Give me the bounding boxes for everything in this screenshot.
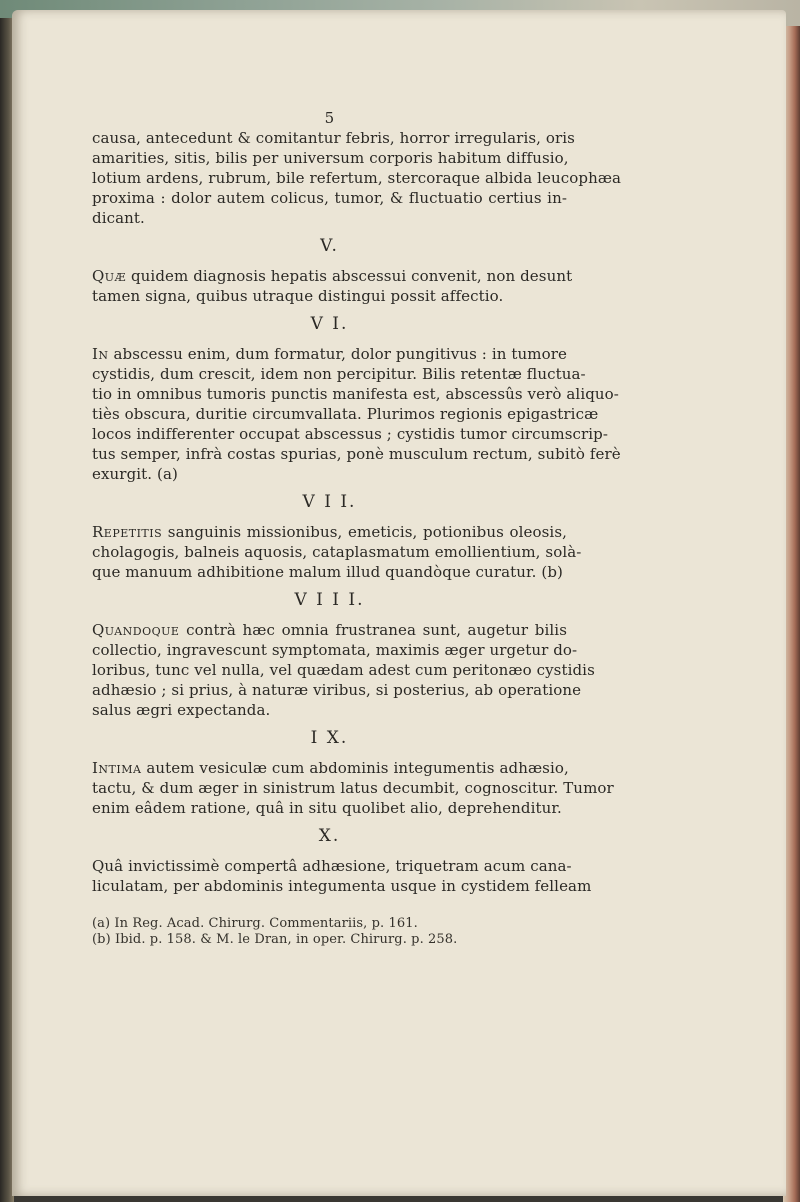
text-span: abscessu enim, dum formatur, dolor pungitivus : in tumore (113, 345, 567, 363)
text-line (92, 758, 567, 778)
text-span: quidem diagnosis hepatis abscessui convenit, non desunt (130, 267, 573, 285)
text-line: liculatam, per abdominis integumenta usque in cystidem felleam (92, 877, 592, 895)
text-line (92, 522, 567, 542)
lead-word: Intima (92, 759, 142, 777)
text-line (92, 344, 567, 364)
section-x-paragraph (92, 856, 592, 896)
text-line: tio in omnibus tumoris punctis manifesta est, abscessûs verò aliquo- (92, 385, 619, 403)
text-line: cystidis, dum crescit, idem non percipitur. Bilis retentæ fluctua- (92, 365, 586, 383)
footnotes (92, 916, 567, 948)
section-heading-ix: I X. (310, 728, 349, 748)
text-line: causa, antecedunt & comitantur febris, horror irregularis, oris (92, 129, 575, 147)
text-line: lotium ardens, rubrum, bile refertum, stercoraque albida leucophæa (92, 169, 622, 187)
section-viii-paragraph (92, 620, 595, 720)
text-span: sanguinis missionibus, emeticis, potionibus oleosis, (167, 523, 567, 541)
page-text-block (92, 108, 622, 948)
text-span: contrà hæc omnia frustranea sunt, augetur bilis (186, 621, 567, 639)
text-line: collectio, ingravescunt symptomata, maximis æger urgetur do- (92, 641, 578, 659)
text-line: locos indifferenter occupat abscessus ; cystidis tumor circumscrip- (92, 425, 609, 443)
text-line: tus semper, infrà costas spurias, ponè musculum rectum, subitò ferè (92, 445, 621, 463)
section-heading-v: V. (320, 236, 339, 256)
lead-word: Quæ (92, 267, 127, 285)
section-heading-vii: V I I. (302, 492, 357, 512)
text-line: Quâ invictissimè compertâ adhæsione, triquetram acum cana- (92, 857, 572, 875)
text-line (92, 266, 573, 286)
section-ix-paragraph (92, 758, 614, 818)
section-vii-paragraph (92, 522, 582, 582)
text-line (92, 620, 567, 640)
footnote: (b) Ibid. p. 158. & M. le Dran, in oper. Chirurg. p. 258. (92, 932, 458, 947)
book-page (12, 10, 786, 1196)
lead-word: In (92, 345, 109, 363)
text-line: adhæsio ; si prius, à naturæ viribus, si posterius, ab operatione (92, 681, 582, 699)
text-line: tactu, & dum æger in sinistrum latus decumbit, cognoscitur. Tumor (92, 779, 614, 797)
text-line: enim eâdem ratione, quâ in situ quolibet alio, deprehenditur. (92, 799, 562, 817)
section-heading-viii: V I I I. (294, 590, 365, 610)
intro-paragraph (92, 128, 622, 228)
text-line: loribus, tunc vel nulla, vel quædam adest cum peritonæo cystidis (92, 661, 595, 679)
lead-word: Repetitis (92, 523, 163, 541)
section-heading-vi: V I. (310, 314, 349, 334)
lead-word: Quandoque (92, 621, 180, 639)
section-vi-paragraph (92, 344, 621, 484)
text-line: proxima : dolor autem colicus, tumor, & fluctuatio certius in- (92, 189, 567, 207)
text-line: salus ægri expectanda. (92, 701, 271, 719)
text-line: cholagogis, balneis aquosis, cataplasmatum emollientium, solà- (92, 543, 582, 561)
text-line: exurgit. (a) (92, 465, 178, 483)
text-line: amarities, sitis, bilis per universum corporis habitum diffusio, (92, 149, 569, 167)
page-number: 5 (324, 109, 335, 127)
text-span: autem vesiculæ cum abdominis integumentis adhæsio, (146, 759, 569, 777)
text-line: dicant. (92, 209, 145, 227)
footnote: (a) In Reg. Acad. Chirurg. Commentariis, p. 161. (92, 916, 418, 931)
text-line: tiès obscura, duritie circumvallata. Plurimos regionis epigastricæ (92, 405, 599, 423)
section-v-paragraph (92, 266, 573, 306)
text-line: tamen signa, quibus utraque distingui possit affectio. (92, 287, 504, 305)
text-line: que manuum adhibitione malum illud quandòque curatur. (b) (92, 563, 563, 581)
section-heading-x: X. (318, 826, 341, 846)
